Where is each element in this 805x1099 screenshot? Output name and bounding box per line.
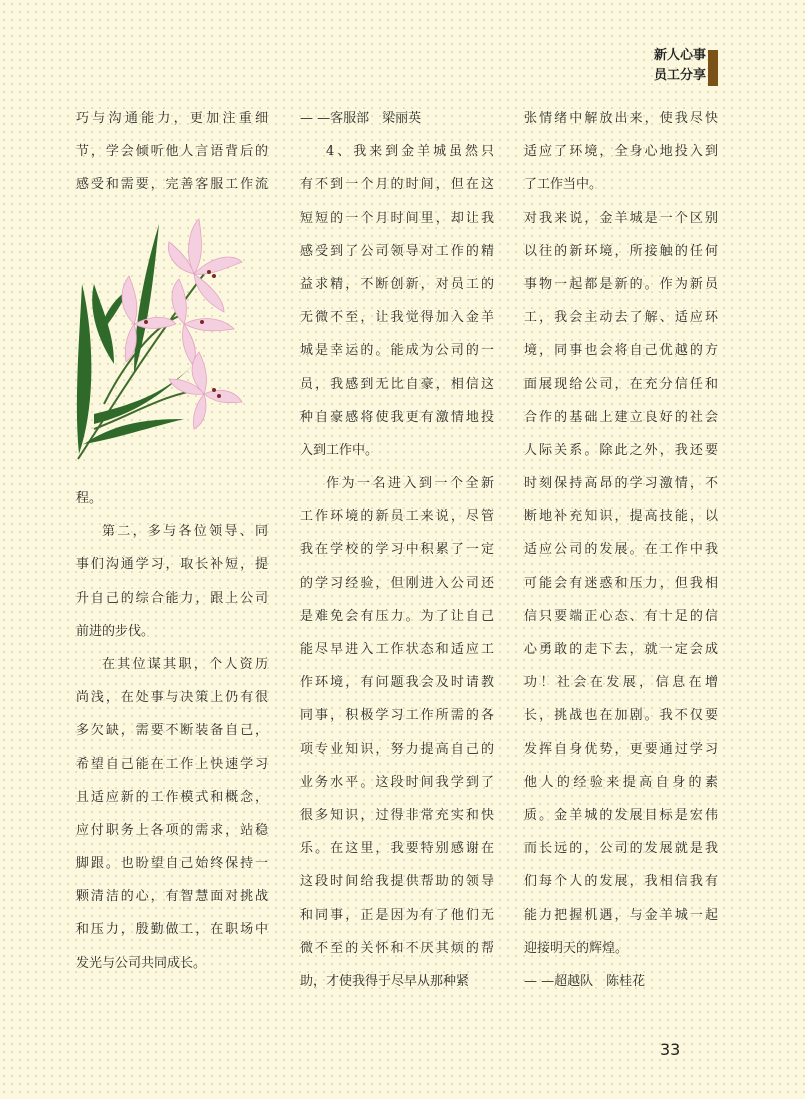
text-line: 尚浅，在处事与决策上仍有很 [76, 690, 268, 706]
text-line: 益求精，不断创新，对员工的 [300, 276, 494, 292]
text-line: 希望自己能在工作上快速学习 [76, 756, 268, 772]
text-line: 感受和需要，完善客服工作流 [76, 177, 268, 193]
text-line: 信只要端正心态、有十足的信 [524, 608, 718, 624]
column-1-bottom [76, 482, 268, 980]
text-line: 张情绪中解放出来，使我尽快 [524, 111, 718, 126]
text-line: 和压力，殷勤做工，在职场中 [76, 922, 268, 938]
text-line: 入到工作中。 [300, 442, 379, 458]
text-line: 适应了环境，全身心地投入到 [524, 144, 718, 160]
text-line: 了工作当中。 [524, 177, 603, 193]
text-line: 长，挑战也在加剧。我不仅要 [524, 708, 718, 724]
lily-flower-illustration [74, 214, 244, 464]
column-1-top [76, 102, 268, 202]
column-2 [300, 102, 494, 998]
text-line: 这段时间给我提供帮助的领导 [300, 874, 494, 890]
text-line: 第二，多与各位领导、同 [102, 524, 268, 540]
text-line: 多欠缺，需要不断装备自己， [76, 723, 268, 739]
text-line: 我在学校的学习中积累了一定 [300, 542, 494, 558]
text-line: 升自己的综合能力，跟上公司 [76, 590, 268, 606]
text-line: 可能会有迷惑和压力，但我相 [524, 575, 718, 591]
text-line: 工作环境的新员工来说，尽管 [300, 509, 494, 525]
text-line: 发光与公司共同成长。 [76, 955, 207, 971]
text-line: 事物一起都是新的。作为新员 [524, 276, 718, 292]
text-line: 很多知识，过得非常充实和快 [300, 807, 494, 823]
text-line: 工，我会主动去了解、适应环 [524, 310, 718, 326]
text-line: 适应公司的发展。在工作中我 [524, 542, 718, 558]
text-line: 迎接明天的辉煌。 [524, 940, 629, 956]
text-line: 作为一名进入到一个全新 [326, 476, 494, 492]
text-line: 颗清洁的心，有智慧面对挑战 [76, 889, 268, 905]
text-line: 断地补充知识，提高技能，以 [524, 509, 718, 525]
text-line: 有不到一个月的时间，但在这 [300, 177, 494, 193]
text-line: 能力把握机遇，与金羊城一起 [524, 907, 718, 923]
section-subtitle: 员工分享 [653, 68, 706, 83]
column-3 [524, 102, 718, 998]
text-line: 们每个人的发展，我相信我有 [524, 874, 718, 890]
text-line: 而长远的，公司的发展就是我 [524, 841, 718, 857]
section-title: 新人心事 [653, 48, 706, 63]
section-header [654, 46, 706, 86]
header-accent-bar [708, 50, 718, 86]
text-line: 微不至的关怀和不厌其烦的帮 [300, 940, 494, 956]
text-line: 巧与沟通能力，更加注重细 [76, 111, 268, 126]
page-number: 33 [660, 1040, 681, 1059]
text-line: 城是幸运的。能成为公司的一 [300, 343, 494, 359]
text-line: 发挥自身优势，更要通过学习 [524, 741, 718, 757]
text-line: 节，学会倾听他人言语背后的 [76, 144, 268, 160]
text-line: — —超越队 陈桂花 [524, 973, 646, 989]
text-line: 且适应新的工作模式和概念， [76, 789, 268, 805]
text-line: 事们沟通学习，取长补短，提 [76, 557, 268, 573]
text-line: 应付职务上各项的需求，站稳 [76, 822, 268, 838]
text-line: 他人的经验来提高自身的素 [524, 774, 718, 790]
text-line: 前进的步伐。 [76, 623, 155, 639]
text-line: 短短的一个月时间里，却让我 [300, 210, 494, 226]
text-line: 项专业知识，努力提高自己的 [300, 741, 494, 757]
text-line: 以往的新环境，所接触的任何 [524, 243, 718, 259]
text-line: 境，同事也会将自己优越的方 [524, 343, 718, 359]
text-line: 心勇敢的走下去，就一定会成 [524, 642, 718, 657]
text-line: 助，才使我得于尽早从那种紧 [300, 973, 470, 989]
text-line: — —客服部 梁丽英 [300, 111, 422, 126]
text-line: 种自豪感将使我更有激情地投 [300, 409, 494, 425]
text-line: 同事，积极学习工作所需的各 [300, 708, 494, 724]
text-line: 时刻保持高昂的学习激情，不 [524, 476, 718, 492]
text-line: 业务水平。这段时间我学到了 [300, 774, 494, 790]
text-line: 作环境，有问题我会及时请教 [300, 675, 494, 691]
text-line: 人际关系。除此之外，我还要 [524, 442, 718, 458]
text-line: 面展现给公司，在充分信任和 [524, 376, 718, 392]
text-line: 和同事，正是因为有了他们无 [300, 907, 494, 923]
text-line: 在其位谋其职，个人资历 [102, 656, 268, 672]
text-line: 感受到了公司领导对工作的精 [300, 243, 494, 259]
text-line: 4、我来到金羊城虽然只 [326, 144, 494, 160]
text-line: 员，我感到无比自豪，相信这 [300, 376, 494, 392]
text-line: 的学习经验，但刚进入公司还 [300, 575, 494, 591]
text-line: 合作的基础上建立良好的社会 [524, 409, 718, 425]
text-line: 质。金羊城的发展目标是宏伟 [524, 807, 718, 823]
text-line: 是难免会有压力。为了让自己 [300, 608, 494, 624]
text-line: 无微不至，让我觉得加入金羊 [300, 310, 494, 326]
text-line: 脚跟。也盼望自己始终保持一 [76, 856, 268, 872]
text-line: 对我来说，金羊城是一个区别 [524, 210, 718, 226]
text-line: 乐。在这里，我要特别感谢在 [300, 841, 494, 857]
text-line: 能尽早进入工作状态和适应工 [300, 642, 494, 657]
text-line: 功！社会在发展，信息在增 [524, 675, 718, 691]
text-line: 程。 [76, 491, 103, 506]
